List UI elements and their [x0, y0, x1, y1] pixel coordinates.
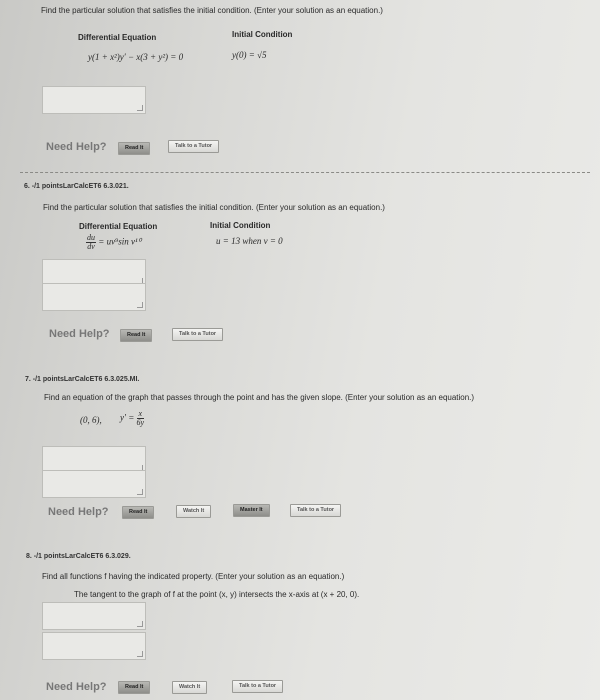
q8-instruction: Find all functions f having the indicated property. (Enter your solution as an equation.)	[42, 572, 345, 581]
q7-answer-box-2[interactable]	[42, 470, 146, 498]
q6-eq-num: du	[87, 233, 95, 242]
q6-col-ic: Initial Condition	[210, 221, 271, 230]
q8-answer-box-1[interactable]	[42, 602, 146, 630]
q6-col-de: Differential Equation	[79, 222, 158, 231]
q7-need-help: Need Help?	[48, 506, 109, 518]
q5-col-ic: Initial Condition	[232, 30, 293, 39]
q5-instruction: Find the particular solution that satisfies the initial condition. (Enter your solution as an equation.)	[41, 6, 383, 15]
divider	[20, 172, 590, 173]
q7-point: (0, 6),	[80, 415, 102, 425]
q6-read-it-button[interactable]: Read It	[120, 329, 152, 342]
q6-need-help: Need Help?	[49, 328, 110, 340]
q5-condition: y(0) = √5	[232, 50, 267, 60]
q6-eq-den: dv	[87, 242, 95, 251]
q7-header: 7. -/1 pointsLarCalcET6 6.3.025.MI.	[25, 376, 140, 383]
q8-talk-tutor-button[interactable]: Talk to a Tutor	[232, 680, 283, 693]
q7-slope-num: x	[138, 409, 143, 418]
q6-header: 6. -/1 pointsLarCalcET6 6.3.021.	[24, 183, 129, 190]
q6-equation	[86, 234, 141, 251]
q8-watch-it-button[interactable]: Watch It	[172, 681, 207, 694]
q6-answer-box-2[interactable]	[42, 283, 146, 311]
q7-watch-it-button[interactable]: Watch It	[176, 505, 211, 518]
q5-equation: y(1 + x²)y′ − x(3 + y²) = 0	[88, 52, 184, 62]
q7-slope-den: 6y	[136, 418, 145, 427]
q7-read-it-button[interactable]: Read It	[122, 506, 154, 519]
q7-slope-lhs: y′ =	[120, 412, 135, 423]
q6-instruction: Find the particular solution that satisfies the initial condition. (Enter your solution as an equation.)	[43, 203, 385, 212]
q5-talk-tutor-button[interactable]: Talk to a Tutor	[168, 140, 219, 153]
q6-talk-tutor-button[interactable]: Talk to a Tutor	[172, 328, 223, 341]
q8-read-it-button[interactable]: Read It	[118, 681, 150, 694]
q7-instruction: Find an equation of the graph that passes through the point and has the given slope. (Enter your solution as an equation.)	[44, 393, 475, 402]
q5-col-de: Differential Equation	[78, 33, 157, 42]
q7-talk-tutor-button[interactable]: Talk to a Tutor	[290, 504, 341, 517]
q7-master-it-button[interactable]: Master It	[233, 504, 270, 517]
q8-need-help: Need Help?	[46, 681, 107, 693]
q8-header: 8. -/1 pointsLarCalcET6 6.3.029.	[26, 553, 131, 560]
q6-condition: u = 13 when v = 0	[216, 236, 283, 246]
q7-slope	[120, 410, 144, 427]
q5-answer-box[interactable]	[42, 86, 146, 114]
q8-answer-box-2[interactable]	[42, 632, 146, 660]
q5-read-it-button[interactable]: Read It	[118, 142, 150, 155]
q5-need-help: Need Help?	[46, 141, 107, 153]
q8-property: The tangent to the graph of f at the point (x, y) intersects the x-axis at (x + 20, 0).	[74, 590, 360, 599]
q6-eq-rest: = uv⁹sin v¹⁰	[98, 236, 142, 247]
